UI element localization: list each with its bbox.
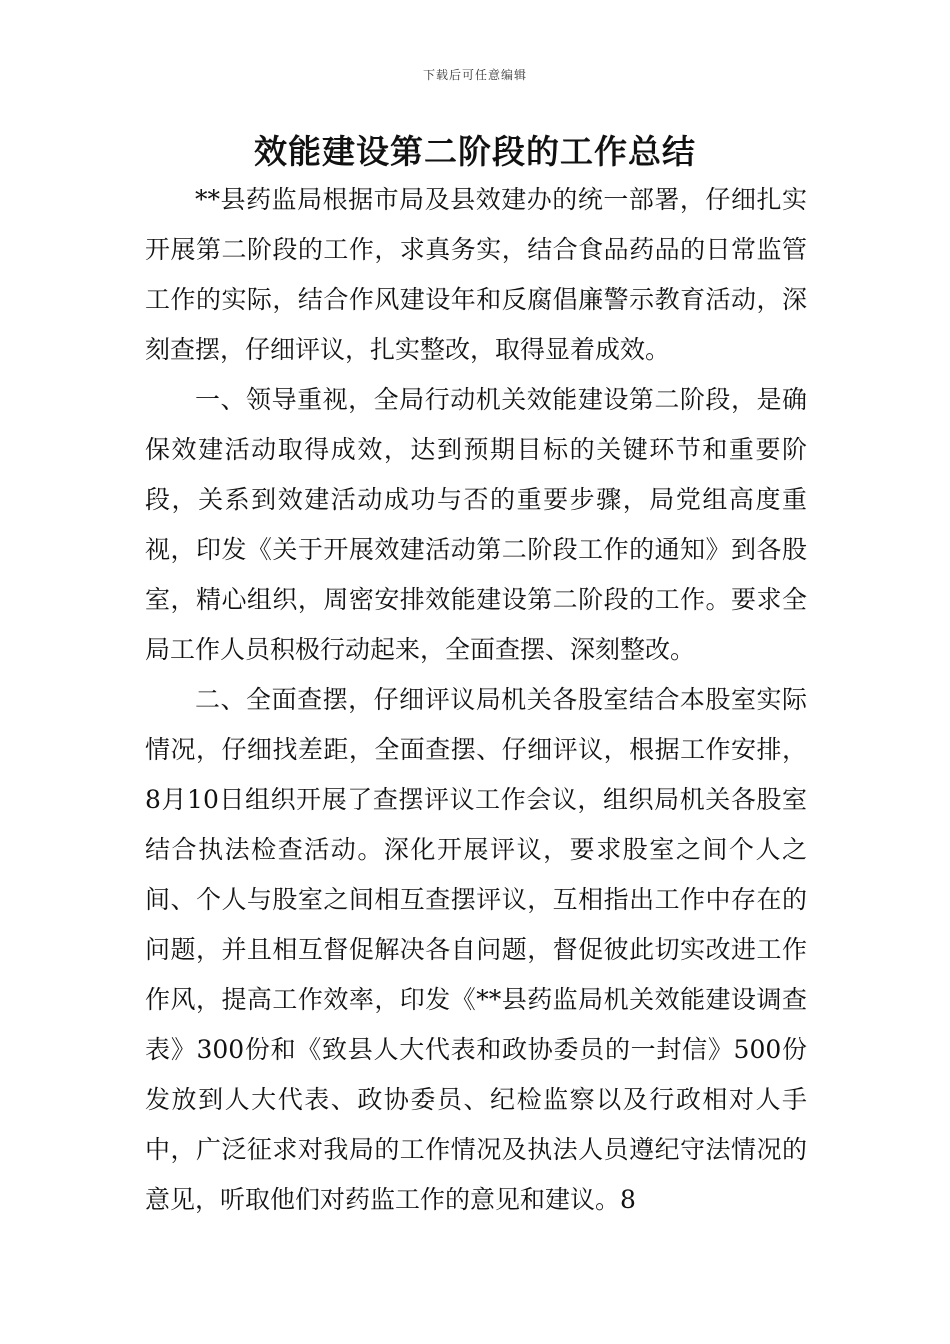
header-note: 下载后可任意编辑 <box>422 68 527 82</box>
paragraph-intro: **县药监局根据市局及县效建办的统一部署，仔细扎实开展第二阶段的工作，求真务实，结合食品药品的日常监管工作的实际，结合作风建设年和反腐倡廉警示教育活动，深刻查摆，仔细评议，扎实整改，取得显着成效。 <box>145 185 807 364</box>
document-title: 效能建设第二阶段的工作总结 <box>254 132 696 171</box>
paragraph-section-1: 一、领导重视，全局行动机关效能建设第二阶段，是确保效建活动取得成效，达到预期目标的关键环节和重要阶段，关系到效建活动成功与否的重要步骤，局党组高度重视，印发《关于开展效建活动第二阶段工作的通知》到各股室，精心组织，周密安排效能建设第二阶段的工作。要求全局工作人员积极行动起来，全面查摆、深刻整改。 <box>145 385 807 664</box>
paragraph-section-2: 二、全面查摆，仔细评议局机关各股室结合本股室实际情况，仔细找差距，全面查摆、仔细评议，根据工作安排，8月10日组织开展了查摆评议工作会议，组织局机关各股室结合执法检查活动。深化开展评议，要求股室之间个人之间、个人与股室之间相互查摆评议，互相指出工作中存在的问题，并且相互督促解决各自问题，督促彼此切实改进工作作风，提高工作效率，印发《**县药监局机关效能建设调查表》300份和《致县人大代表和政协委员的一封信》500份发放到人大代表、政协委员、纪检监察以及行政相对人手中，广泛征求对我局的工作情况及执法人员遵纪守法情况的意见，听取他们对药监工作的意见和建议。8 <box>145 685 807 1214</box>
document-body <box>145 175 807 1225</box>
